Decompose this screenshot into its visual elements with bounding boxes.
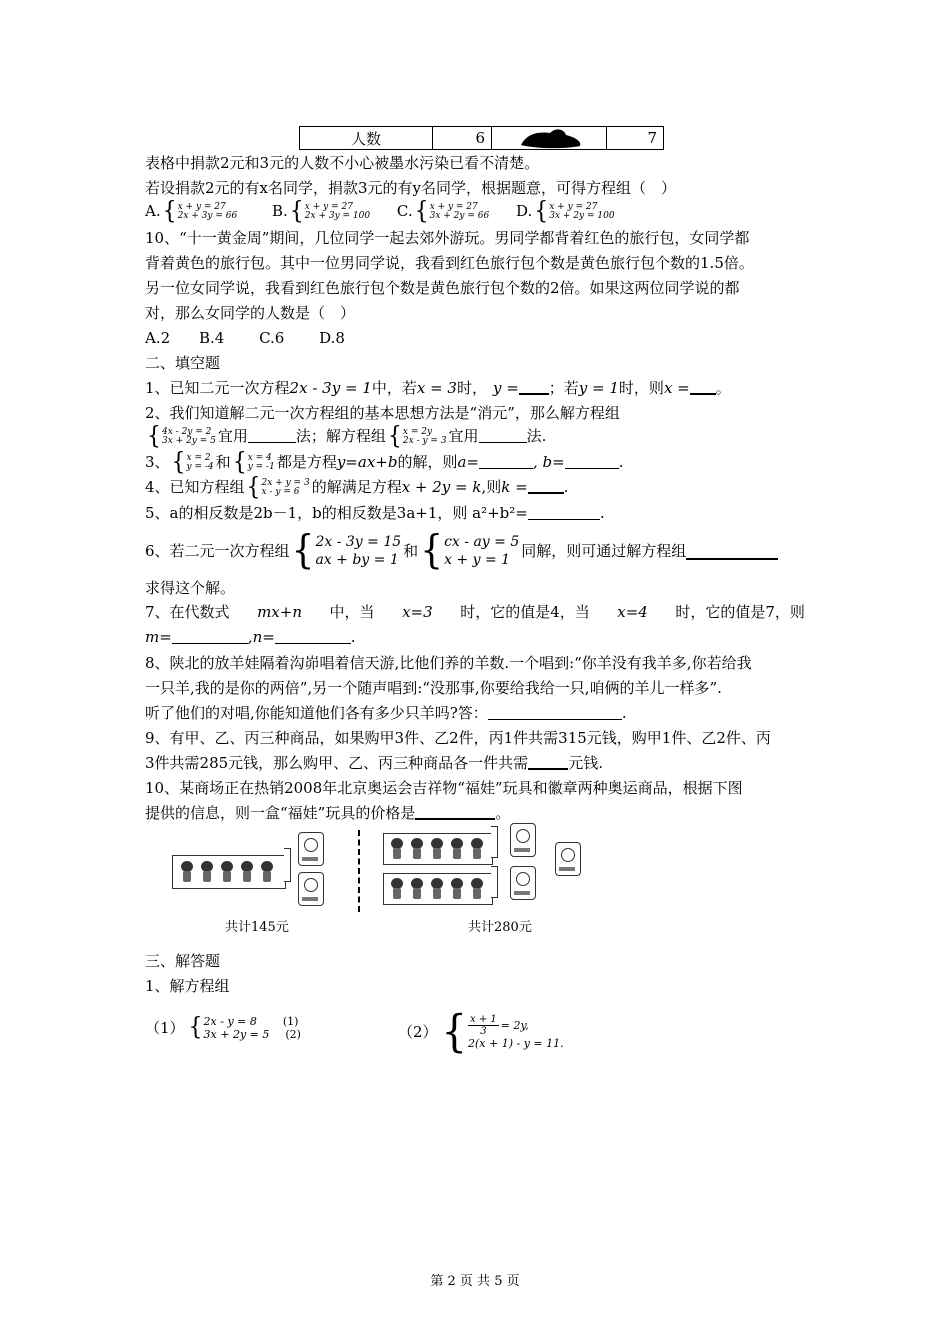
fuwa-doll-icon	[409, 878, 425, 900]
option-c: C.6	[259, 329, 285, 347]
text: 。	[715, 379, 731, 397]
text: 和	[215, 453, 231, 471]
answer-blank[interactable]	[528, 752, 568, 770]
eq-text: = 2y,	[500, 1019, 529, 1032]
q9-text-1: 表格中捐款2元和3元的人数不小心被墨水污染已看不清楚。	[145, 154, 540, 172]
solve-1-part-2	[398, 1006, 566, 1058]
equation-system: { cx - ay = 5 x + y = 1	[420, 527, 520, 573]
text: 时，则	[618, 379, 664, 397]
eq-row: 2x - y = 3	[402, 436, 447, 446]
fuwa-doll-icon	[469, 878, 485, 900]
condition: x =	[663, 379, 690, 397]
condition: x=4	[617, 603, 648, 621]
text: 2、我们知道解二元一次方程组的基本思想方法是“消元”，那么解方程组	[145, 404, 620, 422]
caption-left: 共计145元	[225, 920, 289, 935]
label: , b=	[532, 453, 565, 471]
answer-blank[interactable]	[248, 426, 296, 443]
answer-blank[interactable]	[686, 542, 778, 560]
option-c	[396, 197, 496, 226]
label: k =	[501, 478, 528, 496]
badge-icon	[555, 842, 581, 876]
option-b: B.4	[198, 329, 225, 347]
answer-blank[interactable]	[488, 703, 622, 720]
solve-1-part-1	[145, 1015, 303, 1041]
eq-text: 2x - y = 8	[203, 1015, 257, 1028]
text: .	[618, 453, 624, 471]
equation-system: { x + y = 27 3x + 2y = 66	[414, 197, 490, 226]
answer-blank[interactable]	[275, 627, 351, 644]
part-label: （2）	[398, 1023, 438, 1041]
badge-icon	[510, 866, 536, 900]
equation-system: { $\frac{x + 1}{3}$ = 2y, 2(x + 1) - y = 11.	[441, 1006, 564, 1058]
equation: 2x - 3y = 1	[289, 379, 372, 397]
text: ；若	[548, 379, 579, 397]
fill-6-line-2: 求得这个解。	[145, 579, 236, 597]
eq-row: x = 2y	[402, 427, 433, 437]
option-a: A.2	[145, 329, 171, 347]
eq-row: x + y = 1	[444, 552, 511, 568]
badge-icon	[298, 872, 324, 906]
fuwa-doll-icon	[449, 838, 465, 860]
label: a=	[457, 453, 479, 471]
eq-row: 2x + y = 3	[261, 478, 310, 488]
q10-options	[145, 327, 345, 349]
fill-8-line-2: 一只羊,我的是你的两倍”,另一个随声唱到:“没那事,你要给我给一只,咱俩的羊儿一样多”.	[145, 679, 722, 697]
fill-7-line-2	[145, 626, 356, 648]
q9-options	[145, 197, 617, 226]
eq-row: x = 4	[247, 453, 272, 463]
eq-row: 3x + 2y = 100	[549, 211, 615, 221]
answer-blank[interactable]	[479, 452, 533, 469]
fuwa-doll-icon	[259, 861, 275, 883]
equation: x + 2y = k	[401, 478, 482, 496]
eq-row: 2(x + 1) - y = 11.	[468, 1037, 564, 1050]
equation-system: { x + y = 27 3x + 2y = 100	[534, 197, 615, 226]
eq-row: x + y = 27	[429, 202, 478, 212]
eq-row: cx - ay = 5	[444, 534, 520, 550]
text: 的解，则	[397, 453, 458, 471]
expression: mx+n	[257, 603, 302, 621]
text: 中，当	[329, 603, 375, 621]
ink-stain-icon	[516, 127, 586, 149]
badge-icon	[510, 823, 536, 857]
table-cell-six: 6	[433, 127, 492, 150]
text: 时，	[456, 379, 487, 397]
part-label: （1）	[145, 1019, 185, 1037]
box-side	[284, 848, 291, 882]
fill-10-line-1: 10、某商场正在热销2008年北京奥运会吉祥物“福娃”玩具和徽章两种奥运商品，根据下图	[145, 779, 743, 797]
equation-system: { x + y = 27 2x + 3y = 66	[162, 197, 238, 226]
fill-4	[145, 473, 569, 502]
caption-right: 共计280元	[468, 920, 532, 935]
fill-2-line-2	[145, 422, 547, 451]
equation: y=ax+b	[336, 453, 398, 471]
text: 宜用	[217, 427, 248, 445]
text: 。	[495, 804, 511, 822]
equation-system: { 4x - 2y = 2 3x + 2y = 5	[147, 422, 216, 451]
text: 元钱.	[568, 754, 603, 772]
option-label: C.	[396, 202, 413, 220]
option-d: D.8	[319, 329, 345, 347]
option-b	[271, 197, 377, 226]
table-cell-label: 人数	[300, 127, 433, 150]
eq-row	[468, 1014, 564, 1037]
text: 听了他们的对唱,你能知道他们各有多少只羊吗?答：	[145, 704, 488, 722]
box-side	[491, 866, 498, 898]
option-a	[145, 197, 244, 226]
option-label: D.	[515, 202, 533, 220]
fuwa-doll-icon	[389, 838, 405, 860]
eq-row: 4x - 2y = 2	[162, 427, 212, 437]
q9-text-2: 若设捐款2元的有x名同学，捐款3元的有y名同学，根据题意，可得方程组（ ）	[145, 179, 677, 197]
eq-tag: (1)	[282, 1015, 299, 1028]
option-label: A.	[145, 202, 161, 220]
fill-9-line-1: 9、有甲、乙、丙三种商品，如果购甲3件、乙2件，丙1件共需315元钱，购甲1件、乙2件、丙	[145, 729, 771, 747]
fuwa-box-image	[383, 873, 493, 905]
q10-line-1: 10、“十一黄金周”期间，几位同学一起去郊外游玩。男同学都背着红色的旅行包，女同学都	[145, 229, 750, 247]
condition: y = 1	[578, 379, 619, 397]
eq-tag: (2)	[285, 1028, 301, 1041]
option-d	[515, 197, 617, 226]
fuwa-doll-icon	[389, 878, 405, 900]
condition: x=3	[402, 603, 433, 621]
equation-system: { 2x + y = 3 x - y = 6	[246, 473, 310, 502]
table-cell-seven: 7	[607, 127, 664, 150]
text: 1、已知二元一次方程	[145, 379, 290, 397]
text: 同解，则可通过解方程组	[521, 542, 687, 560]
badge-icon	[298, 832, 324, 866]
equation-system: { 2x - y = 8 (1) 3x + 2y = 5 (2)	[188, 1013, 301, 1042]
eq-row: 2x + 3y = 100	[304, 211, 371, 221]
page-footer: 第 2 页 共 5 页	[430, 1274, 520, 1289]
fill-5: 5、a的相反数是2b－1，b的相反数是3a+1，则 a²+b²= .	[145, 504, 605, 522]
equation-system: { x = 2 y = -4	[171, 448, 214, 477]
fuwa-doll-icon	[239, 861, 255, 883]
donation-table	[299, 126, 664, 150]
solve-1-title: 1、解方程组	[145, 977, 230, 995]
table-cell-ink-stain	[492, 127, 607, 150]
fuwa-box-image	[172, 855, 286, 889]
section-3-title: 三、解答题	[145, 952, 221, 970]
section-2-title: 二、填空题	[145, 354, 221, 372]
divider-dashed	[358, 830, 360, 912]
fuwa-doll-icon	[429, 878, 445, 900]
text: 5、a的相反数是2b－1，b的相反数是3a+1，则 a²+b²=	[145, 504, 528, 522]
answer-blank[interactable]	[528, 503, 600, 520]
q10-line-3: 另一位女同学说，我看到红色旅行包个数是黄色旅行包个数的2倍。如果这两位同学说的都	[145, 279, 740, 297]
text: 中，若	[371, 379, 417, 397]
answer-blank[interactable]	[172, 627, 248, 644]
fuwa-doll-icon	[199, 861, 215, 883]
text: 和	[403, 542, 419, 560]
fill-8-line-3: 听了他们的对唱,你能知道他们各有多少只羊吗?答： .	[145, 704, 627, 722]
eq-row: x + y = 27	[304, 202, 353, 212]
text: 时，它的值是4，当	[460, 603, 590, 621]
text: 宜用	[448, 427, 479, 445]
answer-blank[interactable]	[519, 377, 549, 395]
equation-system: { x + y = 27 2x + 3y = 100	[289, 197, 371, 226]
fill-2-line-1	[145, 402, 805, 424]
box-side	[491, 826, 498, 858]
fraction	[468, 1014, 499, 1037]
equation-system: { x = 4 y = -1	[232, 448, 275, 477]
equation-system: { 2x - 3y = 15 ax + by = 1	[291, 527, 402, 573]
answer-blank[interactable]	[415, 802, 495, 820]
condition: x = 3	[416, 379, 457, 397]
eq-row: ax + by = 1	[315, 552, 399, 568]
text: 的解满足方程	[311, 478, 402, 496]
eq-row: x - y = 6	[261, 487, 300, 497]
answer-blank[interactable]	[528, 476, 564, 494]
eq-row	[204, 1015, 301, 1028]
text: 6、若二元一次方程组	[145, 542, 290, 560]
text: .	[350, 628, 356, 646]
answer-blank[interactable]	[690, 377, 716, 395]
eq-row: y = -4	[186, 462, 214, 472]
fuwa-doll-icon	[409, 838, 425, 860]
fill-3	[145, 448, 624, 477]
eq-row: x = 2	[186, 453, 211, 463]
fuwa-doll-icon	[449, 878, 465, 900]
eq-row: y = -1	[247, 462, 275, 472]
eq-row: 2x + 3y = 66	[177, 211, 238, 221]
numerator: x + 1	[470, 1014, 497, 1025]
q10-line-4: 对，那么女同学的人数是（ ）	[145, 304, 356, 322]
fuwa-box-image	[383, 833, 493, 865]
fill-6-line-1	[145, 528, 778, 574]
text: 法.	[526, 427, 547, 445]
eq-row: 2x - 3y = 15	[315, 534, 402, 550]
text: .	[563, 478, 569, 496]
table-row	[300, 127, 664, 150]
fuwa-doll-icon	[429, 838, 445, 860]
text: 提供的信息，则一盒“福娃”玩具的价格是	[145, 804, 416, 822]
text: 都是方程	[276, 453, 337, 471]
text: 3件共需285元钱，那么购甲、乙、丙三种商品各一件共需	[145, 754, 529, 772]
fuwa-doll-icon	[179, 861, 195, 883]
eq-row: 3x + 2y = 66	[429, 211, 490, 221]
option-label: B.	[271, 202, 288, 220]
text: ,则	[481, 478, 502, 496]
eq-row: x + y = 27	[549, 202, 598, 212]
fill-7-line-1	[145, 601, 805, 623]
text: 7、在代数式	[145, 603, 230, 621]
eq-row: x + y = 27	[177, 202, 226, 212]
eq-row	[204, 1028, 301, 1041]
answer-blank[interactable]	[479, 426, 527, 443]
denominator: 3	[480, 1026, 487, 1037]
eq-row: 3x + 2y = 5	[162, 436, 216, 446]
fill-10-line-2	[145, 802, 510, 824]
text: 4、已知方程组	[145, 478, 245, 496]
fill-9-line-2	[145, 752, 603, 774]
text: 时，它的值是7，则	[675, 603, 805, 621]
condition: y =	[492, 379, 519, 397]
fill-8-line-1: 8、陕北的放羊娃隔着沟峁唱着信天游,比他们养的羊数.一个唱到:“你羊没有我羊多,你若给我	[145, 654, 752, 672]
label: ,n=	[247, 628, 275, 646]
equation-system: { x = 2y 2x - y = 3	[387, 422, 447, 451]
fill-1	[145, 377, 731, 399]
answer-blank[interactable]	[565, 452, 619, 469]
text: 3、	[145, 453, 170, 471]
label: m=	[145, 628, 172, 646]
q10-line-2: 背着黄色的旅行包。其中一位男同学说，我看到红色旅行包个数是黄色旅行包个数的1.5倍。	[145, 254, 754, 272]
eq-text: 3x + 2y = 5	[203, 1028, 270, 1041]
fuwa-doll-icon	[469, 838, 485, 860]
fuwa-doll-icon	[219, 861, 235, 883]
text: 法；解方程组	[295, 427, 386, 445]
